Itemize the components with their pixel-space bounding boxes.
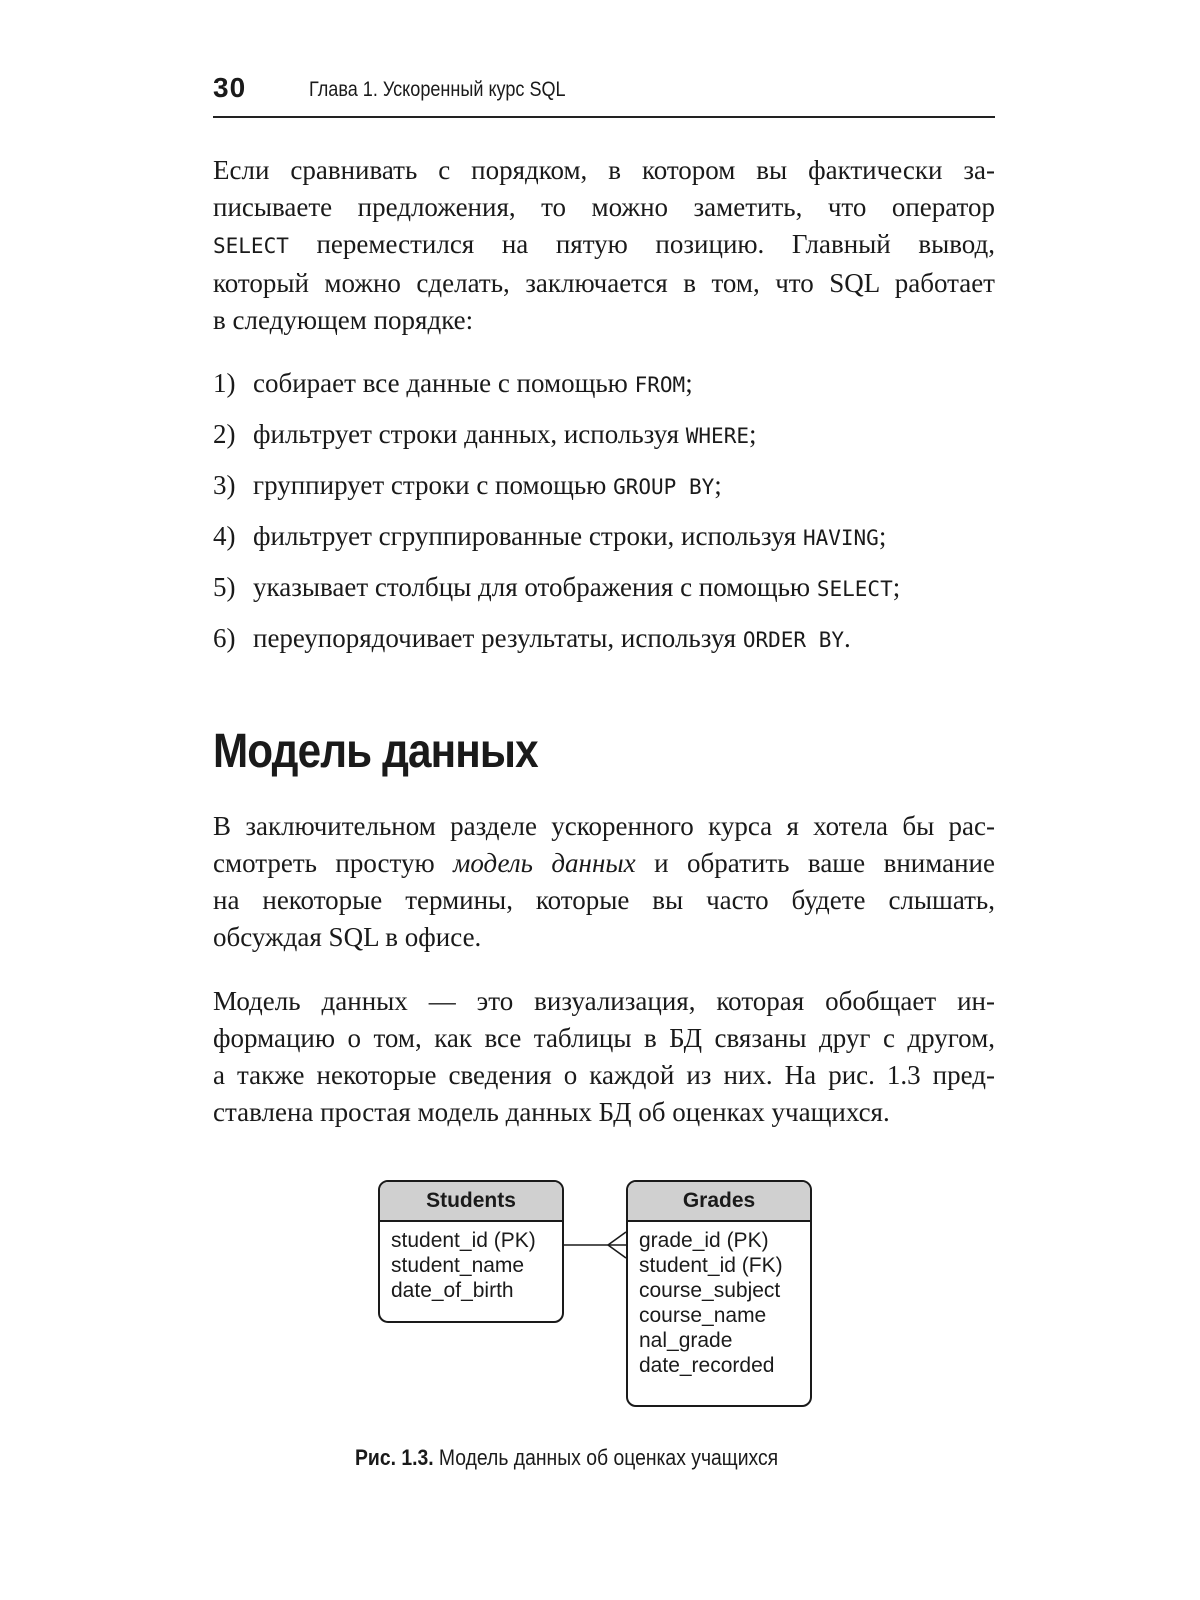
- inline-code: GROUP BY: [613, 475, 715, 499]
- text-line: формацию о том, как все таблицы в БД связаны друг с другом,: [213, 1023, 995, 1053]
- list-item-number: 5): [213, 572, 236, 602]
- table-field: student_name: [391, 1254, 525, 1277]
- inline-code: HAVING: [802, 526, 879, 550]
- text-line: Если сравнивать с порядком, в котором вы фактически за-: [213, 155, 995, 185]
- list-item-punct: ;: [892, 572, 901, 602]
- intro-paragraph: [213, 152, 995, 339]
- section-title: Модель данных: [213, 725, 538, 778]
- table-field: grade_id (PK): [639, 1229, 769, 1252]
- table-field: course_subject: [639, 1279, 781, 1302]
- students-field-list: [380, 1222, 562, 1303]
- text-fragment: смотреть простую: [213, 848, 454, 878]
- emphasis-term: модель данных: [453, 848, 636, 878]
- inline-code: ORDER BY: [742, 628, 844, 652]
- inline-code: SELECT: [213, 234, 289, 258]
- text-line: Модель данных — это визуализация, которая обобщает ин-: [213, 986, 995, 1016]
- table-field: student_id (PK): [391, 1229, 536, 1252]
- table-field: date_of_birth: [391, 1279, 514, 1302]
- list-item-text: указывает столбцы для отображения с помощью: [253, 572, 817, 602]
- figure-label: Рис. 1.3.: [355, 1445, 434, 1470]
- running-head: Глава 1. Ускоренный курс SQL: [309, 78, 566, 101]
- list-item: [213, 416, 995, 467]
- list-item-punct: ;: [714, 470, 722, 500]
- list-item: [213, 569, 995, 620]
- grades-table: [626, 1180, 812, 1407]
- students-table: [378, 1180, 564, 1323]
- data-model-diagram: [378, 1180, 818, 1420]
- inline-code: FROM: [634, 373, 686, 397]
- grades-table-title: Grades: [628, 1182, 810, 1222]
- list-item: [213, 620, 995, 671]
- text-line: который можно сделать, заключается в том, что SQL работает: [213, 268, 995, 298]
- figure-caption-text: Модель данных об оценках учащихся: [438, 1445, 779, 1470]
- page-header: [213, 70, 995, 118]
- students-table-title: Students: [380, 1182, 562, 1222]
- inline-code: WHERE: [685, 424, 749, 448]
- figure-caption: [355, 1445, 778, 1471]
- list-item-punct: ;: [748, 419, 757, 449]
- table-field: student_id (FK): [639, 1254, 783, 1277]
- list-item-text: фильтрует сгруппированные строки, используя: [253, 521, 803, 551]
- list-item-punct: .: [844, 623, 851, 653]
- list-item-punct: ;: [685, 368, 693, 398]
- crows-foot-lower: [608, 1245, 626, 1258]
- text-line: в следующем порядке:: [213, 305, 474, 335]
- table-field: date_recorded: [639, 1354, 775, 1377]
- inline-code: SELECT: [816, 577, 893, 601]
- grades-field-list: [628, 1222, 810, 1378]
- list-item-text: группирует строки с помощью: [253, 470, 614, 500]
- list-item: [213, 365, 995, 416]
- text-line: В заключительном разделе ускоренного курса я хотела бы рас-: [213, 811, 995, 841]
- list-item-number: 6): [213, 623, 236, 653]
- table-field: course_name: [639, 1304, 767, 1327]
- text-line: обсуждая SQL в офисе.: [213, 922, 482, 952]
- list-item-number: 1): [213, 368, 236, 398]
- text-line: ставлена простая модель данных БД об оценках учащихся.: [213, 1097, 890, 1127]
- list-item: [213, 467, 995, 518]
- list-item-number: 3): [213, 470, 236, 500]
- list-item-text: собирает все данные с помощью: [253, 368, 635, 398]
- execution-order-list: [213, 365, 995, 671]
- model-intro-paragraph: [213, 808, 995, 956]
- list-item-text: фильтрует строки данных, используя: [253, 419, 686, 449]
- text-line: писываете предложения, то можно заметить, что оператор: [213, 192, 995, 222]
- text-line: а также некоторые сведения о каждой из них. На рис. 1.3 пред-: [213, 1060, 995, 1090]
- text-line: [213, 845, 995, 882]
- list-item-number: 4): [213, 521, 236, 551]
- table-field: nal_grade: [639, 1329, 733, 1352]
- list-item-number: 2): [213, 419, 236, 449]
- page-number: 30: [213, 72, 247, 103]
- text-line: на некоторые термины, которые вы часто будете слышать,: [213, 885, 995, 915]
- text-fragment: переместился на пятую позицию. Главный вывод,: [288, 229, 995, 259]
- list-item: [213, 518, 995, 569]
- list-item-text: переупорядочивает результаты, используя: [253, 623, 743, 653]
- crows-foot-upper: [608, 1232, 626, 1245]
- model-definition-paragraph: [213, 983, 995, 1131]
- list-item-punct: ;: [878, 521, 887, 551]
- text-line: [213, 226, 995, 265]
- text-fragment: и обратить ваше внимание: [635, 848, 995, 878]
